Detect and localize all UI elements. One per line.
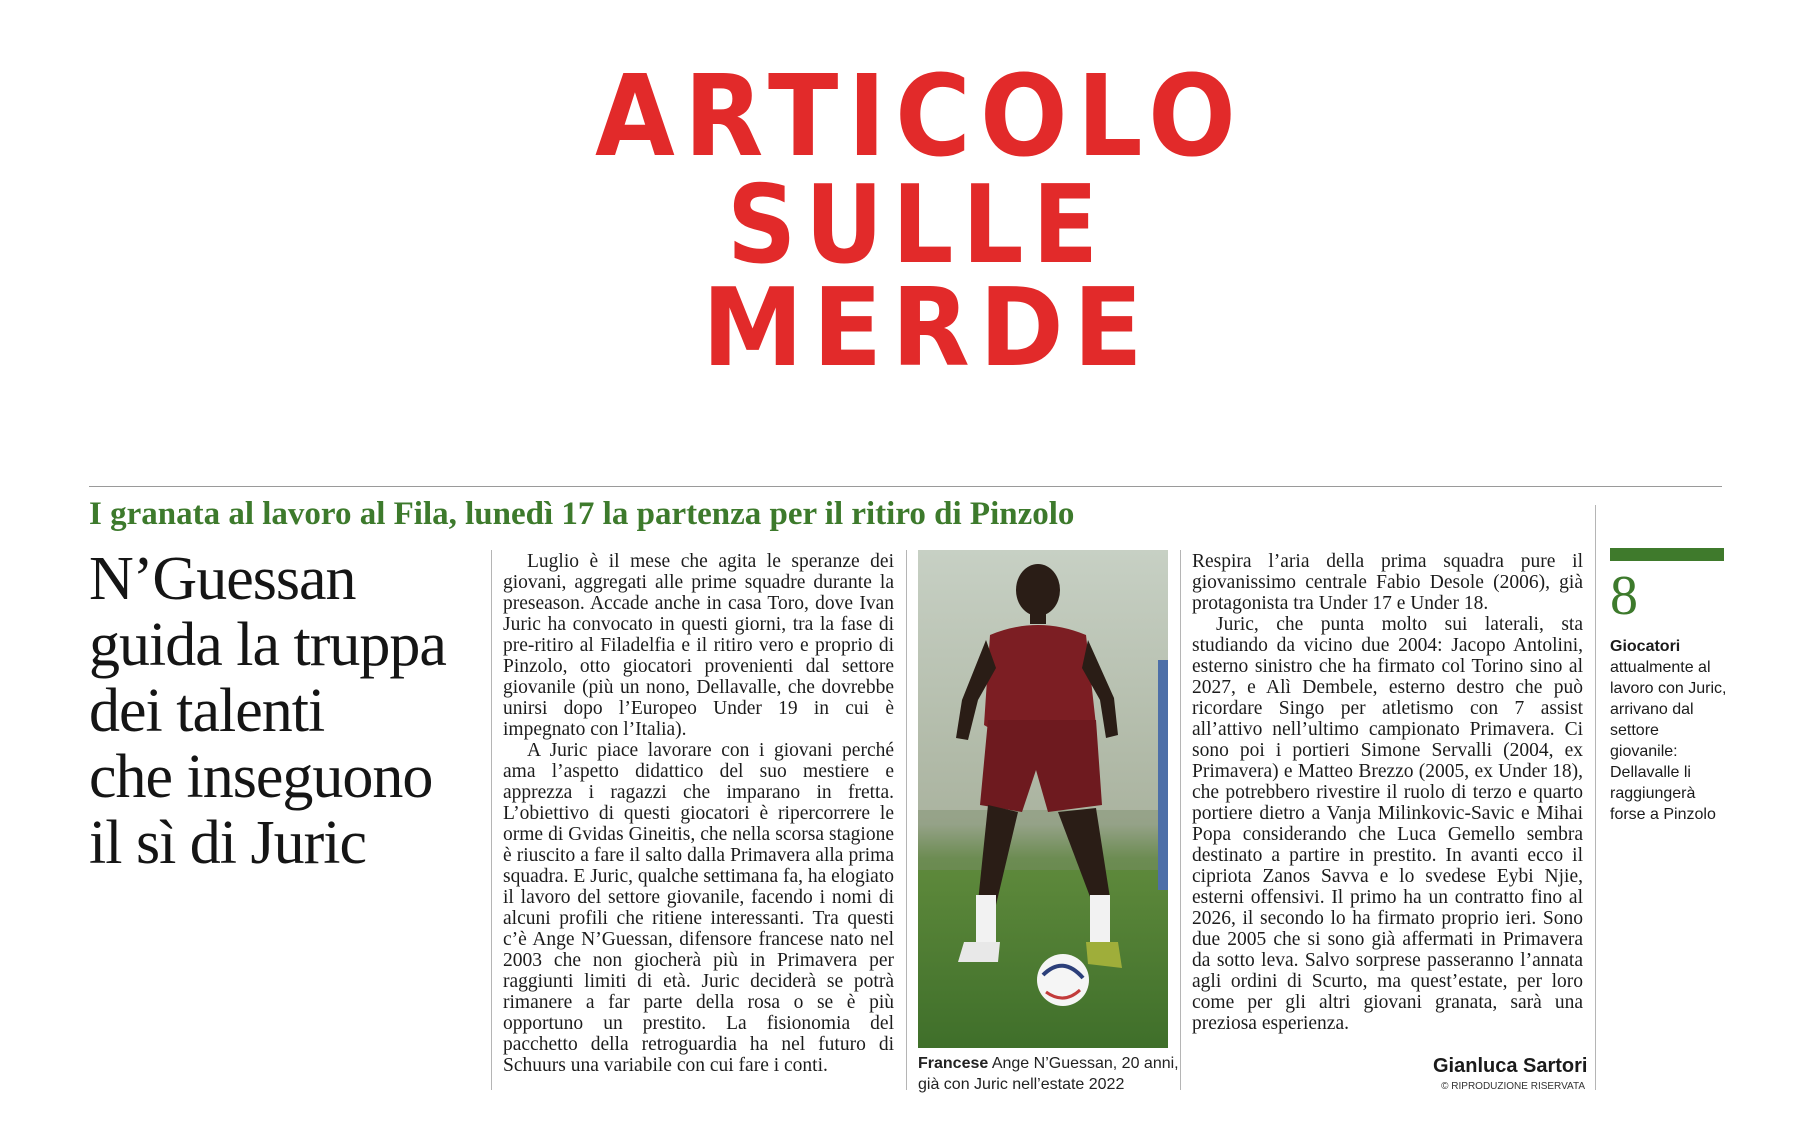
player-photo: [918, 550, 1168, 1048]
sidebar-description: attualmente al lavoro con Juric, arrivano dal settore giovanile: Dellavalle li raggiungerà forse a Pinzolo: [1610, 659, 1727, 823]
headline-line: dei talenti: [89, 677, 325, 745]
article-column-1: [503, 551, 894, 1076]
paragraph: Juric, che punta molto sui laterali, sta studiando da vicino due 2004: Jacopo Antolini, esterno sinistro che ha firmato col Torino sino al 2027, e Alì Dembele, esterno destro che può ricordare Singo per atletismo con 7 assist all’attivo nell’ultimo campionato Primavera. Ci sono poi i portieri Simone Servalli (2004, ex Primavera) e Matteo Brezzo (2005, ex Under 18), che potrebbero rivestire il ruolo di terzo e quarto portiere dietro a Vanja Milinkovic-Savic e Mihai Popa considerando che Luca Gemello sembra destinato a partire in prestito. In avanti ecco il cipriota Zanos Savva e lo svedese Eybi Njie, esterni offensivi. Il primo ha un contratto fino al 2026, il secondo lo ha firmato proprio ieri. Sono due 2005 che si sono già affermati in Primavera da sotto leva. Salvo sorprese passeranno l’annata agli ordini di Scurto, ma quest’estate, per loro come per gli altri giovani granata, sarà una preziosa esperienza.: [1192, 614, 1583, 1034]
headline-line: guida la truppa: [89, 611, 446, 679]
banner-graphic: [560, 40, 1280, 380]
column-divider: [491, 550, 492, 1090]
photo-caption: [918, 1053, 1180, 1095]
paragraph: Luglio è il mese che agita le speranze dei giovani, aggregati alle prime squadre durante la preseason. Accade anche in casa Toro, dove Ivan Juric ha convocato in questi giorni, tra la fase di pre-ritiro al Filadelfia e il ritiro vero e proprio di Pinzolo, otto giocatori provenienti dal settore giovanile (più un nono, Dellavalle, che dovrebbe unirsi dopo l’Europeo Under 19 in cui è impegnato con l’Italia).: [503, 551, 894, 740]
kicker: I granata al lavoro al Fila, lunedì 17 la partenza per il ritiro di Pinzolo: [89, 496, 1075, 532]
column-divider: [906, 550, 907, 1090]
banner-line-1: ARTICOLO: [595, 52, 1245, 182]
article-column-2: [1192, 551, 1583, 1034]
headline-line: che inseguono: [89, 743, 433, 811]
column-divider: [1595, 505, 1596, 1090]
column-divider: [1180, 550, 1181, 1090]
sidebar-label: Giocatori: [1610, 638, 1681, 655]
photo-svg: [918, 550, 1168, 1048]
sidebar-accent-bar: [1610, 548, 1724, 561]
headline: [89, 546, 489, 876]
sidebar-text: [1610, 636, 1728, 825]
banner-svg: [560, 40, 1280, 380]
headline-line: il sì di Juric: [89, 809, 367, 877]
headline-line: N’Guessan: [89, 545, 356, 613]
author-byline: Gianluca Sartori: [1433, 1055, 1588, 1077]
sidebar-number: 8: [1610, 565, 1638, 627]
top-divider: [89, 486, 1722, 487]
banner-line-2: SULLE: [727, 163, 1107, 288]
copyright-note: © RIPRODUZIONE RISERVATA: [1441, 1081, 1585, 1092]
caption-bold: Francese: [918, 1055, 989, 1072]
paragraph: A Juric piace lavorare con i giovani perché ama l’aspetto didattico del suo mestiere e apprezza i ragazzi che imparano in fretta. L’obiettivo di questi giocatori è ripercorrere le orme di Gvidas Gineitis, che nella scorsa stagione è riuscito a fare il salto dalla Primavera alla prima squadra. E Juric, qualche settimana fa, ha elogiato il lavoro del settore giovanile, facendo i nomi di alcuni profili che ritiene interessanti. Tra questi c’è Ange N’Guessan, difensore francese nato nel 2003 che non giocherà più in Primavera per raggiunti limiti di età. Juric deciderà se potrà rimanere a far parte della rosa o se è più opportuno un prestito. La fisionomia del pacchetto della retroguardia ha nel futuro di Schuurs una variabile con cui fare i conti.: [503, 740, 894, 1076]
banner-line-3: MERDE: [702, 266, 1152, 380]
caption-text: Ange N’Guessan, 20 anni, già con Juric nell’estate 2022: [918, 1055, 1179, 1093]
paragraph: Respira l’aria della prima squadra pure il giovanissimo centrale Fabio Desole (2006), già protagonista tra Under 17 e Under 18.: [1192, 551, 1583, 614]
